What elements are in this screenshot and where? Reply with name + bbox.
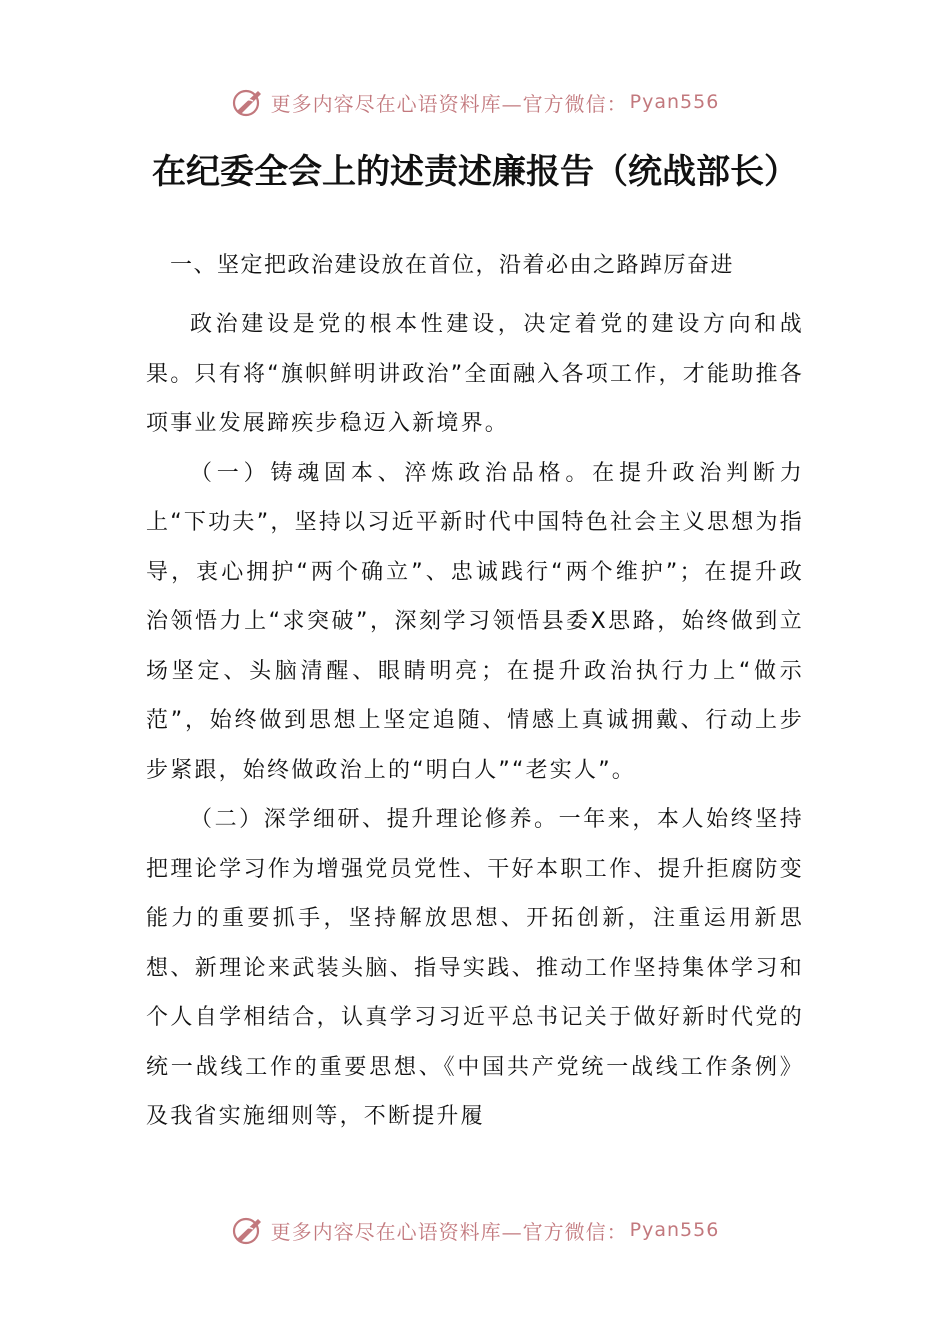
- pen-logo-icon: [231, 1213, 265, 1247]
- pen-logo-icon: [231, 85, 265, 119]
- section-heading: 一、坚定把政治建设放在首位，沿着必由之路踔厉奋进: [170, 253, 735, 278]
- paragraph: 政治建设是党的根本性建设，决定着党的建设方向和战果。只有将“旗帜鲜明讲政治”全面融入各项工作，才能助推各项事业发展蹄疾步稳迈入新境界。: [146, 312, 804, 436]
- watermark-banner-bottom: [0, 1210, 950, 1250]
- document-body: [146, 300, 804, 1142]
- paragraph: （一）铸魂固本、淬炼政治品格。在提升政治判断力上“下功夫”，坚持以习近平新时代中国特色社会主义思想为指导，衷心拥护“两个确立”、忠诚践行“两个维护”；在提升政治领悟力上“求突破”，深刻学习领悟县委X思路，始终做到立场坚定、头脑清醒、眼睛明亮；在提升政治执行力上“做示范”，始终做到思想上坚定追随、情感上真诚拥戴、行动上步步紧跟，始终做政治上的“明白人”“老实人”。: [146, 460, 804, 783]
- banner-text: 更多内容尽在心语资料库—官方微信：: [270, 1219, 628, 1244]
- banner-text: 更多内容尽在心语资料库—官方微信：: [270, 91, 628, 116]
- paragraph: （二）深学细研、提升理论修养。一年来，本人始终坚持把理论学习作为增强党员党性、干好本职工作、提升拒腐防变能力的重要抓手，坚持解放思想、开拓创新，注重运用新思想、新理论来武装头脑、指导实践、推动工作坚持集体学习和个人自学相结合，认真学习习近平总书记关于做好新时代党的统一战线工作的重要思想、《中国共产党统一战线工作条例》及我省实施细则等，不断提升履: [146, 807, 804, 1129]
- banner-wechat-id: Pyan556: [629, 1219, 720, 1241]
- watermark-banner-top: [0, 82, 950, 122]
- document-title: 在纪委全会上的述责述廉报告（统战部长）: [152, 152, 798, 192]
- banner-wechat-id: Pyan556: [629, 91, 720, 113]
